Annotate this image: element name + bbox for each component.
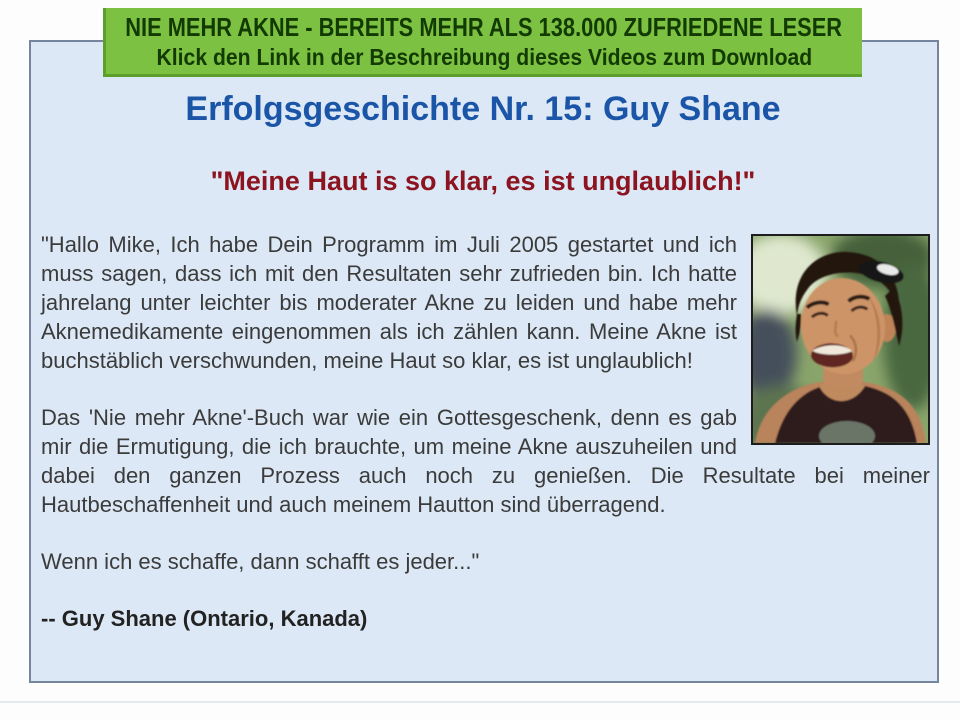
promo-banner-cta: Klick den Link in der Beschreibung dieses Videos zum Download [156,43,812,70]
testimonial-paragraph-2: Das 'Nie mehr Akne'-Buch war wie ein Gottesgeschenk, denn es gab mir die Ermutigung, die ich brauchte, um meine Akne auszuheilen und dabei den ganzen Prozess auch noch zu genießen. Die Resultate bei meiner Hautbeschaffenheit und auch meinem Hautton sind überragend. [41,405,930,517]
testimonial-body [41,230,930,633]
testimonial-signature: -- Guy Shane (Ontario, Kanada) [41,606,368,631]
portrait-photo-illustration [753,236,928,443]
testimonial-paragraph-1: "Hallo Mike, Ich habe Dein Programm im Juli 2005 gestartet und ich muss sagen, dass ich mit den Resultaten sehr zufrieden bin. Ich hatte jahrelang unter leichter bis moderater Akne zu leiden und habe mehr Aknemedikamente eingenommen als ich zählen kann. Meine Akne ist buchstäblich verschwunden, meine Haut so klar, es ist unglaublich! [41,232,737,373]
testimonial-quote-headline: "Meine Haut is so klar, es ist unglaublich!" [210,166,756,196]
testimonial-paragraph-3: Wenn ich es schaffe, dann schafft es jeder..." [41,549,480,574]
promo-banner-headline: NIE MEHR AKNE - BEREITS MEHR ALS 138.000 ZUFRIEDENE LESER [125,11,843,42]
portrait-photo [751,234,930,445]
bottom-divider [0,701,960,703]
promo-banner [103,8,862,77]
page-title: Erfolgsgeschichte Nr. 15: Guy Shane [185,90,781,128]
